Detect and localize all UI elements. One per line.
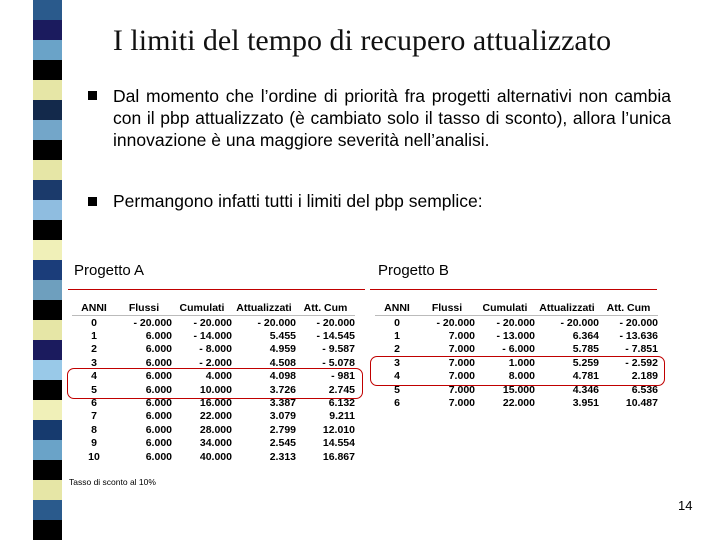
stripe-block: [33, 500, 62, 520]
table-cell: 28.000: [199, 423, 232, 436]
table-cell: 6.000: [145, 370, 172, 383]
table-cell: - 7.851: [625, 343, 658, 356]
table-cell: 7.000: [448, 343, 475, 356]
stripe-block: [33, 420, 62, 440]
table-cell: 4.000: [205, 370, 232, 383]
table-cell: - 2.000: [199, 356, 232, 369]
table-row: [375, 316, 658, 330]
header-flussi: Flussi: [116, 301, 172, 316]
stripe-block: [33, 460, 62, 480]
stripe-block: [33, 240, 62, 260]
table-cell: 7.000: [448, 370, 475, 383]
bullet-text-1: Dal momento che l’ordine di priorità fra progetti alternativi non cambia con il pbp attualizzato (è cambiato solo il tasso di sconto), allora l’unica innovazione è una maggiore severità nell’analisi.: [113, 86, 671, 150]
decorative-color-stripe: [33, 0, 62, 540]
table-cell: 5: [91, 383, 97, 396]
table-cell: 1: [394, 330, 400, 343]
stripe-block: [33, 340, 62, 360]
table-cell: 6.000: [145, 423, 172, 436]
table-cell: 12.010: [322, 423, 355, 436]
header-att-cum: Att. Cum: [599, 301, 658, 316]
table-cell: - 14.000: [193, 330, 232, 343]
table-cell: 6.000: [145, 343, 172, 356]
table-cell: - 14.545: [316, 330, 355, 343]
table-cell: 22.000: [199, 410, 232, 423]
table-cell: - 20.000: [436, 316, 475, 329]
stripe-block: [33, 320, 62, 340]
stripe-block: [33, 480, 62, 500]
table-cell: 4.098: [269, 370, 296, 383]
table-cell: - 2.592: [625, 356, 658, 369]
stripe-block: [33, 80, 62, 100]
table-row: [72, 450, 355, 463]
table-cell: 9: [91, 437, 97, 450]
table-row: [72, 316, 355, 330]
table-row: [375, 396, 658, 409]
table-cell: 7.000: [448, 383, 475, 396]
table-cell: 1.000: [508, 356, 535, 369]
highlight-rows-b: [370, 356, 665, 386]
table-cell: - 20.000: [193, 316, 232, 329]
table-cell: 4: [394, 370, 400, 383]
project-b-label: Progetto B: [378, 262, 449, 279]
stripe-block: [33, 100, 62, 120]
table-cell: 1: [91, 330, 97, 343]
table-cell: 10: [88, 450, 100, 463]
divider-line-a: [68, 289, 365, 290]
project-a-label: Progetto A: [74, 262, 145, 279]
table-cell: 16.867: [322, 450, 355, 463]
table-cell: 3.726: [269, 383, 296, 396]
table-cell: - 5.078: [322, 356, 355, 369]
table-cell: 6.364: [572, 330, 599, 343]
table-cell: 6.000: [145, 450, 172, 463]
table-cell: 7.000: [448, 330, 475, 343]
slide-title: I limiti del tempo di recupero attualizzato: [112, 24, 612, 57]
header-cumulati: Cumulati: [475, 301, 535, 316]
table-cell: 5.785: [572, 343, 599, 356]
table-cell: 6.000: [145, 330, 172, 343]
table-cell: 16.000: [199, 397, 232, 410]
header-attualizzati: Attualizzati: [232, 301, 296, 316]
table-cell: 2: [91, 343, 97, 356]
table-row: [375, 343, 658, 356]
table-cell: 2.799: [269, 423, 296, 436]
stripe-block: [33, 380, 62, 400]
table-cell: 34.000: [199, 437, 232, 450]
table-cell: 4.781: [572, 370, 599, 383]
table-cell: - 13.000: [496, 330, 535, 343]
table-cell: 7: [91, 410, 97, 423]
discount-rate-note: Tasso di sconto al 10%: [69, 477, 156, 487]
bullet-square-icon: [88, 197, 97, 206]
table-cell: 2.545: [269, 437, 296, 450]
table-cell: 3.951: [572, 397, 599, 410]
stripe-block: [33, 520, 62, 540]
table-cell: 4.508: [269, 356, 296, 369]
table-cell: 22.000: [502, 397, 535, 410]
table-cell: - 20.000: [257, 316, 296, 329]
table-cell: 6: [394, 397, 400, 410]
table-cell: 6.000: [145, 437, 172, 450]
header-attualizzati: Attualizzati: [535, 301, 599, 316]
stripe-block: [33, 20, 62, 40]
stripe-block: [33, 400, 62, 420]
stripe-block: [33, 60, 62, 80]
stripe-block: [33, 300, 62, 320]
table-cell: 40.000: [199, 450, 232, 463]
table-cell: 2.745: [328, 383, 355, 396]
table-cell: 10.487: [625, 397, 658, 410]
stripe-block: [33, 220, 62, 240]
table-row: [72, 423, 355, 436]
table-cell: 7.000: [448, 356, 475, 369]
table-cell: 6: [91, 397, 97, 410]
stripe-block: [33, 280, 62, 300]
table-cell: 15.000: [502, 383, 535, 396]
header-anni: ANNI: [72, 301, 116, 316]
table-cell: 5.259: [572, 356, 599, 369]
table-row: [72, 343, 355, 356]
table-cell: 2.313: [269, 450, 296, 463]
table-cell: - 981: [331, 370, 355, 383]
stripe-block: [33, 140, 62, 160]
table-cell: - 20.000: [316, 316, 355, 329]
table-cell: 14.554: [322, 437, 355, 450]
table-cell: 5: [394, 383, 400, 396]
table-cell: - 20.000: [133, 316, 172, 329]
table-cell: 8.000: [508, 370, 535, 383]
table-cell: 2.189: [631, 370, 658, 383]
header-att-cum: Att. Cum: [296, 301, 355, 316]
table-cell: 5.455: [269, 330, 296, 343]
stripe-block: [33, 200, 62, 220]
stripe-block: [33, 40, 62, 60]
table-cell: - 20.000: [619, 316, 658, 329]
stripe-block: [33, 160, 62, 180]
page-number: 14: [678, 498, 693, 513]
table-row: [72, 329, 355, 342]
table-cell: 0: [394, 316, 400, 329]
table-cell: 6.132: [328, 397, 355, 410]
table-row: [72, 437, 355, 450]
table-cell: 2: [394, 343, 400, 356]
header-anni: ANNI: [375, 301, 419, 316]
bullet-text-2: Permangono infatti tutti i limiti del pbp semplice:: [113, 191, 483, 211]
table-cell: 3.079: [269, 410, 296, 423]
bullet-square-icon: [88, 91, 97, 100]
stripe-block: [33, 120, 62, 140]
table-cell: - 6.000: [502, 343, 535, 356]
table-cell: 10.000: [199, 383, 232, 396]
table-cell: 6.000: [145, 383, 172, 396]
table-cell: 3: [91, 356, 97, 369]
table-cell: - 9.587: [322, 343, 355, 356]
header-cumulati: Cumulati: [172, 301, 232, 316]
table-cell: 6.536: [631, 383, 658, 396]
stripe-block: [33, 360, 62, 380]
stripe-block: [33, 0, 62, 20]
table-cell: 6.000: [145, 356, 172, 369]
table-cell: 9.211: [329, 410, 355, 423]
table-cell: 3.387: [269, 397, 296, 410]
table-cell: 4: [91, 370, 97, 383]
table-cell: - 8.000: [199, 343, 232, 356]
table-cell: 4.959: [269, 343, 296, 356]
highlight-rows-a: [67, 368, 363, 399]
table-cell: 6.000: [145, 397, 172, 410]
table-cell: 3: [394, 356, 400, 369]
table-cell: 7.000: [448, 397, 475, 410]
table-cell: 4.346: [572, 383, 599, 396]
stripe-block: [33, 440, 62, 460]
table-cell: - 20.000: [560, 316, 599, 329]
table-cell: 0: [91, 316, 97, 329]
header-flussi: Flussi: [419, 301, 475, 316]
table-row: [72, 410, 355, 423]
stripe-block: [33, 180, 62, 200]
table-cell: 8: [91, 423, 97, 436]
stripe-block: [33, 260, 62, 280]
divider-line-b: [370, 289, 657, 290]
table-cell: - 20.000: [496, 316, 535, 329]
table-cell: 6.000: [145, 410, 172, 423]
table-cell: - 13.636: [619, 330, 658, 343]
table-row: [375, 329, 658, 342]
